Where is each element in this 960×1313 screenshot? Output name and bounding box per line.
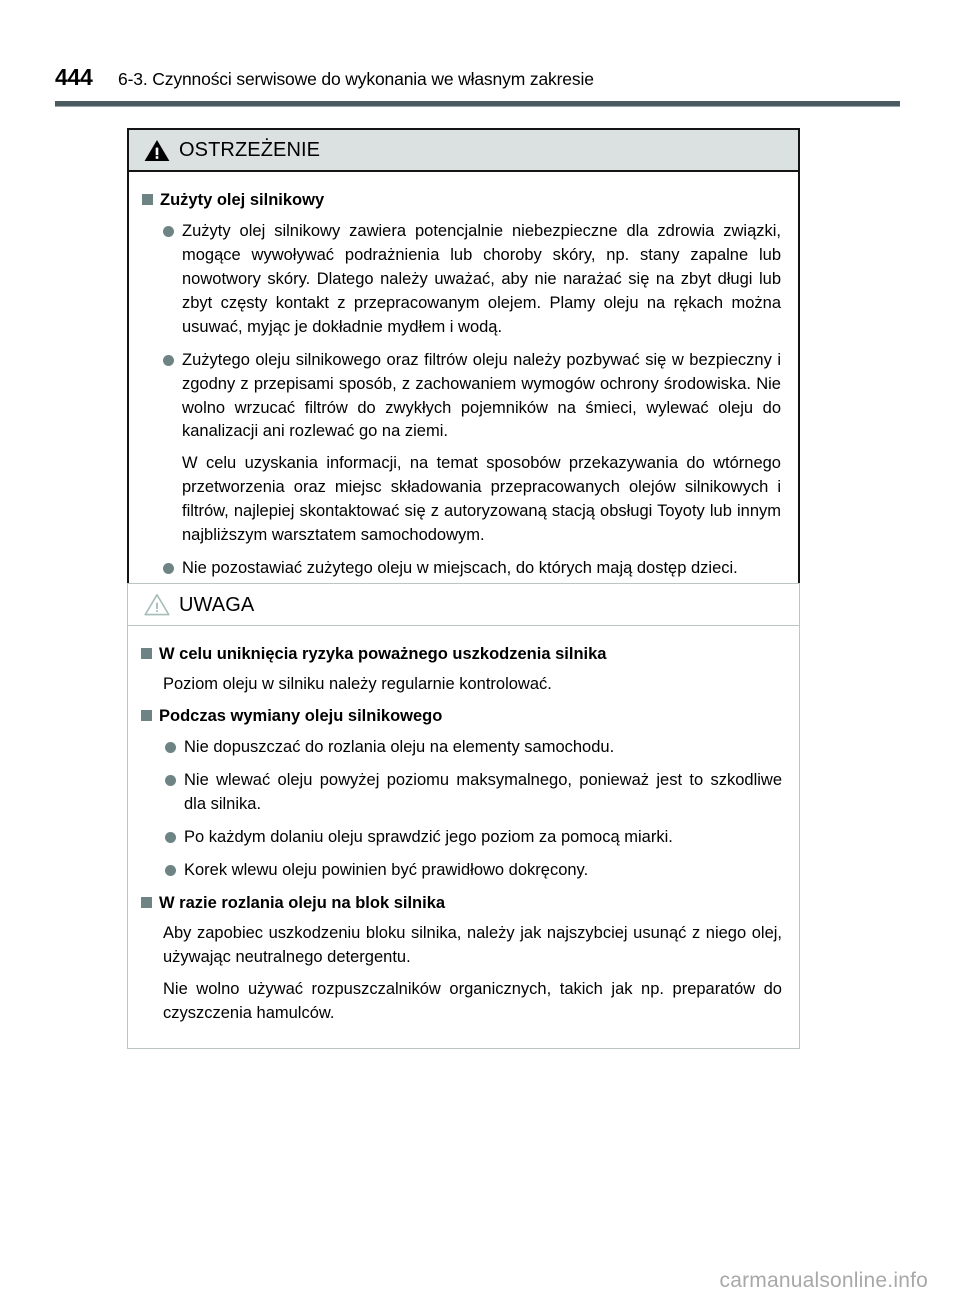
round-bullet-icon: [165, 742, 176, 753]
warning-triangle-filled-icon: [144, 139, 170, 162]
warning-box-body: [129, 172, 798, 604]
notice-box: [127, 583, 800, 1049]
round-bullet-icon: [163, 355, 174, 366]
section-heading-text: W celu uniknięcia ryzyka poważnego uszkodzenia silnika: [159, 645, 607, 663]
section-heading: [141, 643, 782, 665]
list-item: [163, 220, 781, 340]
list-item-text: Korek wlewu oleju powinien być prawidłowo dokręcony.: [184, 860, 589, 879]
section-paragraph: Nie wolno używać rozpuszczalników organicznych, takich jak np. preparatów do czyszczenia hamulców.: [163, 979, 782, 1022]
section-heading-text: W razie rozlania oleju na blok silnika: [159, 893, 446, 912]
list-item: [163, 557, 781, 581]
section-heading: [141, 705, 782, 727]
section-heading: [141, 892, 782, 914]
square-bullet-icon: [142, 194, 153, 205]
list-item: [165, 859, 782, 883]
header-divider: [55, 101, 900, 107]
list-item-continuation: W celu uzyskania informacji, na temat sposobów przekazywania do wtórnego przetworzenia oraz miejsc składowania przepracowanych olejów silnikowych i filtrów, najlepiej skontaktować się z autoryzowaną stacją obsługi Toyoty lub innym najbliższym warsztatem samochodowym.: [182, 454, 781, 545]
round-bullet-icon: [165, 775, 176, 786]
page-header: [55, 66, 900, 89]
round-bullet-icon: [165, 865, 176, 876]
notice-box-label: UWAGA: [179, 593, 255, 616]
list-item-text: Po każdym dolaniu oleju sprawdzić jego poziom za pomocą miarki.: [184, 827, 673, 846]
list-item: [165, 736, 782, 760]
warning-box-label: OSTRZEŻENIE: [179, 139, 321, 161]
warning-triangle-outline-icon: [144, 593, 170, 616]
square-bullet-icon: [141, 648, 152, 659]
list-item-text: Zużytego oleju silnikowego oraz filtrów oleju należy pozbywać się w bezpieczny i zgodny z przepisami sposób, z zachowaniem wymogów ochrony środowiska. Nie wolno wrzucać filtrów do zwykłych pojemników na śmieci, wylewać oleju do kanalizacji ani rozlewać go na ziemi.: [182, 350, 781, 441]
round-bullet-icon: [165, 832, 176, 843]
section-paragraph: Aby zapobiec uszkodzeniu bloku silnika, należy jak najszybciej usunąć z niego olej, używając neutralnego detergentu.: [163, 923, 782, 966]
section-heading-text: Podczas wymiany oleju silnikowego: [159, 707, 443, 726]
round-bullet-icon: [163, 226, 174, 237]
notice-box-body: [128, 626, 799, 1048]
footer-watermark: carmanualsonline.info: [719, 1269, 928, 1292]
list-item-text: Zużyty olej silnikowy zawiera potencjalnie niebezpieczne dla zdrowia związki, mogące wywoływać podrażnienia lub choroby skóry, np. stany zapalne lub nowotwory skóry. Dlatego należy uważać, aby nie narażać się na zbyt długi lub zbyt częsty kontakt z przepracowanym olejem. Plamy oleju na rękach można usuwać, myjąc je dokładnie mydłem i wodą.: [182, 222, 781, 336]
round-bullet-icon: [163, 563, 174, 574]
square-bullet-icon: [141, 710, 152, 721]
list-item: [163, 349, 781, 548]
list-item: [165, 826, 782, 850]
warning-bullet-list: [142, 220, 781, 581]
section-paragraph: Poziom oleju w silniku należy regularnie kontrolować.: [163, 675, 552, 694]
list-item-text: Nie dopuszczać do rozlania oleju na elementy samochodu.: [184, 738, 615, 757]
notice-box-header: [128, 584, 799, 626]
list-item-text: Nie pozostawiać zużytego oleju w miejscach, do których mają dostęp dzieci.: [182, 559, 738, 578]
section-heading-text: Zużyty olej silnikowy: [160, 191, 325, 209]
list-item-text: Nie wlewać oleju powyżej poziomu maksymalnego, ponieważ jest to szkodliwe dla silnika.: [184, 771, 782, 813]
warning-box: [127, 128, 800, 606]
list-item-body: [182, 349, 781, 548]
list-item: [165, 769, 782, 817]
page-title: 6-3. Czynności serwisowe do wykonania we własnym zakresie: [118, 69, 594, 89]
notice-bullet-list: [141, 736, 782, 883]
warning-box-header: [129, 130, 798, 172]
square-bullet-icon: [141, 897, 152, 908]
section-heading: [142, 189, 781, 211]
page-number: 444: [55, 64, 93, 90]
